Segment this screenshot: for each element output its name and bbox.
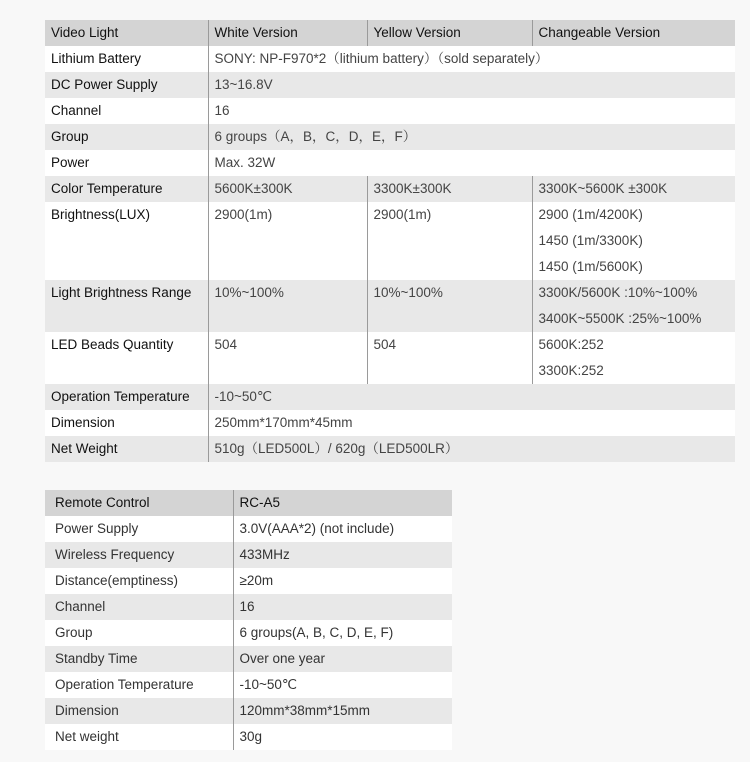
changeable-value: [532, 332, 735, 384]
header-cell: Yellow Version: [367, 20, 532, 46]
table-row: [45, 646, 452, 672]
row-label: Operation Temperature: [45, 672, 233, 698]
video-light-spec-table: [45, 20, 735, 462]
row-label: Dimension: [45, 410, 208, 436]
row-label: Brightness(LUX): [45, 202, 208, 280]
white-value: 10%~100%: [208, 280, 367, 332]
value-line: 5600K:252: [538, 337, 604, 352]
row-value: 16: [214, 103, 230, 118]
row-value: 30g: [239, 729, 263, 744]
row-value: 3.0V(AAA*2) (not include): [239, 521, 395, 536]
table-row: [45, 46, 735, 72]
row-label: Standby Time: [45, 646, 233, 672]
row-value: SONY: NP-F970*2（lithium battery）（sold separately）: [214, 51, 549, 66]
row-label: Dimension: [45, 698, 233, 724]
row-value: Over one year: [239, 651, 326, 666]
row-value: 16: [239, 599, 255, 614]
changeable-value: [532, 202, 735, 280]
row-value: Max. 32W: [214, 155, 276, 170]
row-label: Group: [45, 124, 208, 150]
table-row: [45, 698, 452, 724]
row-label: Power: [45, 150, 208, 176]
row-label: Net Weight: [45, 436, 208, 462]
table-row: [45, 280, 735, 332]
table-row: [45, 410, 735, 436]
white-value: 2900(1m): [208, 202, 367, 280]
row-value: 13~16.8V: [214, 77, 273, 92]
row-label: Color Temperature: [45, 176, 208, 202]
table-row: [45, 516, 452, 542]
value-line: 3300K:252: [538, 363, 604, 378]
changeable-value: 3300K~5600K ±300K: [538, 181, 668, 196]
table-row: [45, 332, 735, 384]
row-value: 6 groups(A, B, C, D, E, F): [239, 625, 394, 640]
white-value: 504: [208, 332, 367, 384]
row-label: Channel: [45, 98, 208, 124]
header-cell: Video Light: [45, 20, 208, 46]
value-line: 3400K~5500K :25%~100%: [538, 311, 702, 326]
table-row: [45, 436, 735, 462]
row-value: 6 groups（A，B，C，D，E，F）: [214, 129, 417, 144]
value-line: 1450 (1m/3300K): [538, 233, 643, 248]
table-row: [45, 724, 452, 750]
row-label: Group: [45, 620, 233, 646]
row-value: 510g（LED500L）/ 620g（LED500LR）: [214, 441, 459, 456]
table-row: [45, 384, 735, 410]
row-label: Channel: [45, 594, 233, 620]
table-header-row: [45, 490, 452, 516]
row-label: LED Beads Quantity: [45, 332, 208, 384]
table-row: [45, 202, 735, 280]
yellow-value: 504: [367, 332, 532, 384]
row-value: -10~50℃: [239, 677, 298, 692]
row-label: Lithium Battery: [45, 46, 208, 72]
row-label: Net weight: [45, 724, 233, 750]
table-header-row: [45, 20, 735, 46]
row-label: Light Brightness Range: [45, 280, 208, 332]
row-label: Power Supply: [45, 516, 233, 542]
white-value: 5600K±300K: [208, 176, 367, 202]
value-line: 1450 (1m/5600K): [538, 259, 643, 274]
header-cell: White Version: [208, 20, 367, 46]
changeable-value: [532, 280, 735, 332]
yellow-value: 2900(1m): [367, 202, 532, 280]
header-cell: Changeable Version: [538, 25, 661, 40]
row-label: Wireless Frequency: [45, 542, 233, 568]
header-cell: RC-A5: [239, 495, 281, 510]
table-row: [45, 150, 735, 176]
table-row: [45, 620, 452, 646]
row-value: ≥20m: [239, 573, 274, 588]
row-label: DC Power Supply: [45, 72, 208, 98]
value-line: 3300K/5600K :10%~100%: [538, 285, 698, 300]
yellow-value: 10%~100%: [367, 280, 532, 332]
row-value: 250mm*170mm*45mm: [214, 415, 353, 430]
row-label: Distance(emptiness): [45, 568, 233, 594]
row-value: -10~50℃: [214, 389, 273, 404]
row-label: Operation Temperature: [45, 384, 208, 410]
table-row: [45, 124, 735, 150]
table-row: [45, 568, 452, 594]
table-row: [45, 672, 452, 698]
table-row: [45, 594, 452, 620]
value-line: 2900 (1m/4200K): [538, 207, 643, 222]
table-row: [45, 72, 735, 98]
remote-control-spec-table: [45, 490, 452, 750]
table-row: [45, 542, 452, 568]
header-cell: Remote Control: [45, 490, 233, 516]
row-value: 120mm*38mm*15mm: [239, 703, 371, 718]
table-row: [45, 98, 735, 124]
table-row: [45, 176, 735, 202]
yellow-value: 3300K±300K: [367, 176, 532, 202]
row-value: 433MHz: [239, 547, 290, 562]
